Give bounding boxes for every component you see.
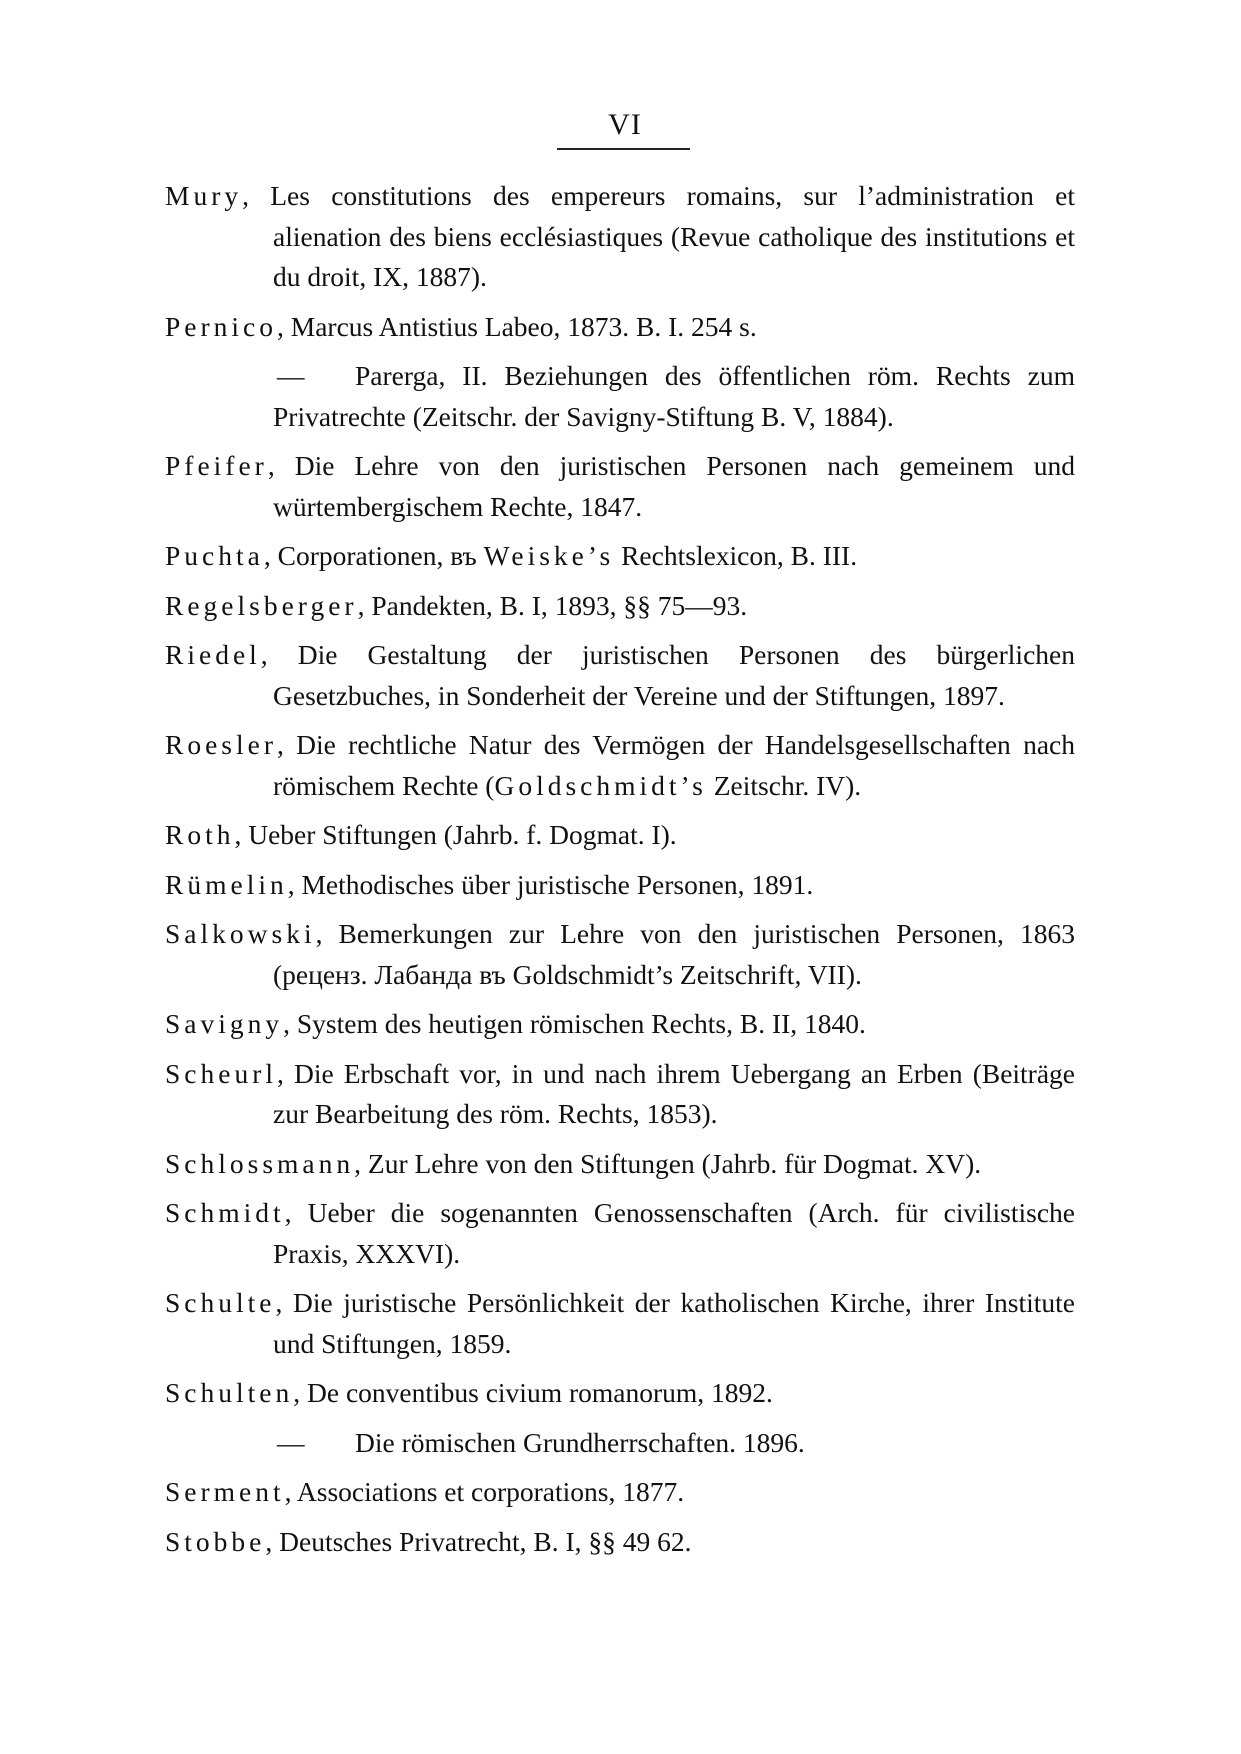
bibliography-entry-continuation — [165, 356, 1075, 437]
entry-author: Riedel — [165, 639, 261, 670]
entry-spaced-name: Weiske’s — [483, 540, 615, 571]
bibliography-entry — [165, 1004, 1075, 1045]
entry-author: Schulte — [165, 1287, 276, 1318]
entry-text: , System des heutigen römischen Rechts, B. II, 1840. — [283, 1008, 866, 1039]
entry-text: , Bemerkungen zur Lehre von den juristischen Personen, 1863 (реценз. Лабанда въ Goldschmidt’s Zeitschrift, VII). — [273, 918, 1075, 990]
entry-author: Mury — [165, 180, 243, 211]
bibliography-entry — [165, 176, 1075, 298]
entry-text: , Die Gestaltung der juristischen Personen des bürgerlichen Gesetzbuches, in Sonderheit der Vereine und der Stiftungen, 1897. — [260, 639, 1075, 711]
entry-author: Scheurl — [165, 1057, 278, 1089]
bibliography-entry — [165, 1144, 1075, 1185]
entry-author: Pfeifer — [165, 450, 268, 481]
entry-text: , Methodisches über juristische Personen, 1891. — [287, 868, 814, 900]
bibliography-entry — [165, 307, 1075, 348]
bibliography-entry — [165, 1522, 1075, 1563]
bibliography-entry — [165, 1193, 1075, 1274]
entry-spaced-name: Goldschmidt’s — [494, 769, 707, 801]
entry-text: Zeitschr. IV). — [706, 769, 862, 801]
entry-text: , Ueber Stiftungen (Jahrb. f. Dogmat. I). — [234, 819, 677, 850]
page-number: VI — [608, 108, 642, 141]
entry-text: , Pandekten, B. I, 1893, §§ 75—93. — [357, 589, 748, 621]
bibliography-entry — [165, 1283, 1075, 1364]
bibliography-entry — [165, 536, 1075, 577]
entry-text: Parerga, II. Beziehungen des öffentlichen röm. Rechts zum Privatrechte (Zeitschr. der Savigny-Stiftung B. V, 1884). — [273, 360, 1075, 432]
entry-author: Savigny — [165, 1008, 284, 1039]
bibliography-entry — [165, 635, 1075, 716]
entry-author: Pernico — [165, 310, 278, 342]
entry-author: Regelsberger — [165, 589, 358, 621]
entry-author: Schulten — [165, 1377, 294, 1408]
entry-author: Schmidt — [165, 1197, 285, 1228]
entry-text: Die römischen Grundherrschaften. 1896. — [355, 1426, 805, 1458]
ditto-dash: — — [277, 360, 305, 391]
entry-author: Stobbe — [165, 1525, 266, 1557]
entry-text: , Ueber die sogenannten Genossenschaften (Arch. für civilistische Praxis, XXXVI). — [273, 1197, 1075, 1269]
bibliography-entry — [165, 725, 1075, 806]
entry-text: , Associations et corporations, 1877. — [284, 1476, 685, 1507]
entry-text: , Die juristische Persönlichkeit der katholischen Kirche, ihrer Institute und Stiftungen, 1859. — [273, 1287, 1075, 1359]
bibliography-entry-continuation — [165, 1423, 1075, 1464]
bibliography-entry — [165, 1054, 1075, 1135]
bibliography-entry — [165, 815, 1075, 856]
entry-author: Roth — [165, 819, 235, 850]
entry-author: Serment — [165, 1476, 285, 1507]
entry-text: , Zur Lehre von den Stiftungen (Jahrb. für Dogmat. XV). — [354, 1147, 982, 1179]
entry-text: , Deutsches Privatrecht, B. I, §§ 49 62. — [265, 1525, 692, 1557]
entry-author: Rümelin — [165, 868, 288, 900]
entry-text: , Corporationen, въ — [263, 540, 484, 571]
entry-author: Roesler — [165, 729, 278, 760]
bibliography-entry — [165, 1472, 1075, 1513]
entry-author: Schlossmann — [165, 1147, 355, 1179]
entry-text: , Die Erbschaft vor, in und nach ihrem Uebergang an Erben (Beiträge zur Bearbeitung des röm. Rechts, 1853). — [273, 1057, 1075, 1129]
entry-text: , Die rechtliche Natur des Vermögen der Handelsgesellschaften nach römischem Rechte ( — [273, 729, 1075, 801]
entry-text: Rechtslexicon, B. III. — [614, 540, 858, 571]
bibliography-entry — [165, 446, 1075, 527]
entry-author: Salkowski — [165, 918, 316, 949]
bibliography-entry — [165, 586, 1075, 627]
bibliography-list — [165, 176, 1075, 1571]
bibliography-entry — [165, 865, 1075, 906]
entry-text: , Les constitutions des empereurs romains, sur l’administration et alienation des biens ecclésiastiques (Revue catholique des institutions et du droit, IX, 1887). — [242, 180, 1075, 292]
entry-text: , Marcus Antistius Labeo, 1873. B. I. 254 s. — [277, 310, 757, 342]
entry-text: , Die Lehre von den juristischen Personen nach gemeinem und würtembergischem Rechte, 1847. — [267, 450, 1075, 522]
header-rule — [557, 148, 690, 150]
bibliography-entry — [165, 1373, 1075, 1414]
entry-text: , De conventibus civium romanorum, 1892. — [293, 1377, 773, 1408]
ditto-dash: — — [277, 1426, 305, 1458]
bibliography-entry — [165, 914, 1075, 995]
entry-author: Puchta — [165, 540, 264, 571]
